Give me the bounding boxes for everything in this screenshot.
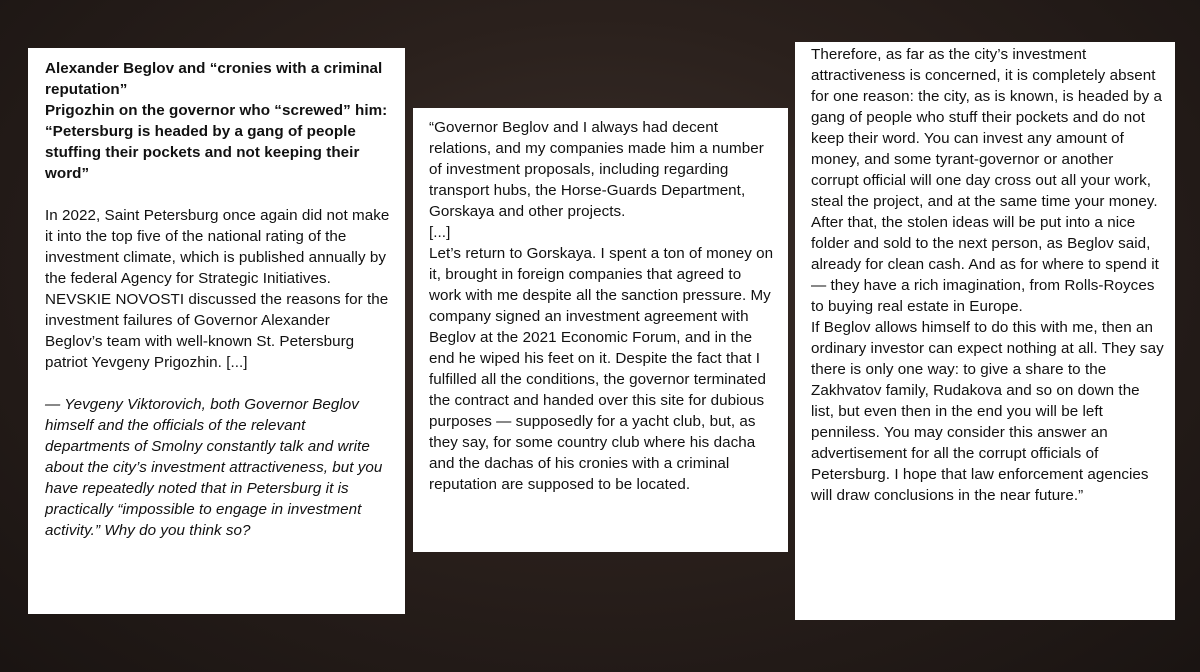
answer-paragraph: If Beglov allows himself to do this with me, then an ordinary investor can expect nothing at all. They say there is only one way: to give a share to the Zakhvatov family, Rudakova and so on down the list, but even then in the end you will be left penniless. You may consider this answer an advertisement for all the corrupt officials of Petersburg. I hope that law enforcement agencies will draw conclusions in the near future.” [811,319,1164,504]
answer-paragraph: Let’s return to Gorskaya. I spent a ton of money on it, brought in foreign companies that agreed to work with me despite all the sanction pressure. My company signed an investment agreement with Beglov at the 2021 Economic Forum, and in the end he wiped his feet on it. Despite the fact that I fulfilled all the conditions, the governor terminated the contract and handed over this site for dubious purposes — supposedly for a yacht club, but, as they say, for some country club where his dacha and the dachas of his cronies with a criminal reputation are supposed to be located. [429,245,774,493]
paragraph-spacer [45,373,391,394]
article-panel-right [795,42,1175,620]
interview-question: — Yevgeny Viktorovich, both Governor Beglov himself and the officials of the relevant departments of Smolny constantly talk and write about the city’s investment attractiveness, but you have repeatedly noted that in Petersburg it is practically “impossible to engage in investment activity.” Why do you think so? [45,396,383,539]
article-headline: Alexander Beglov and “cronies with a criminal reputation” [45,60,383,98]
article-subheadline: Prigozhin on the governor who “screwed” him: “Petersburg is headed by a gang of people stuffing their pockets and not keeping their word” [45,102,388,182]
article-panel-middle [413,108,788,552]
answer-ellipsis: [...] [429,224,451,241]
answer-paragraph: Therefore, as far as the city’s investment attractiveness is concerned, it is completely absent for one reason: the city, as is known, is headed by a gang of people who stuff their pockets and do not keep their word. You can invest any amount of money, and some tyrant-governor or another corrupt official will one day cross out all your work, steal the project, and at the same time your money. After that, the stolen ideas will be put into a nice folder and sold to the next person, as Beglov said, already for clean cash. And as for where to spend it — they have a rich imagination, from Rolls-Royces to buying real estate in Europe. [811,46,1163,315]
answer-paragraph: “Governor Beglov and I always had decent relations, and my companies made him a number of investment proposals, including regarding transport hubs, the Horse-Guards Department, Gorskaya and other projects. [429,119,764,220]
article-intro: In 2022, Saint Petersburg once again did not make it into the top five of the national rating of the investment climate, which is published annually by the federal Agency for Strategic Initiatives. NEVSKIE NOVOSTI discussed the reasons for the investment failures of Governor Alexander Beglov’s team with well-known St. Petersburg patriot Yevgeny Prigozhin. [...] [45,207,390,371]
article-panel-left [28,48,405,614]
paragraph-spacer [45,184,391,205]
